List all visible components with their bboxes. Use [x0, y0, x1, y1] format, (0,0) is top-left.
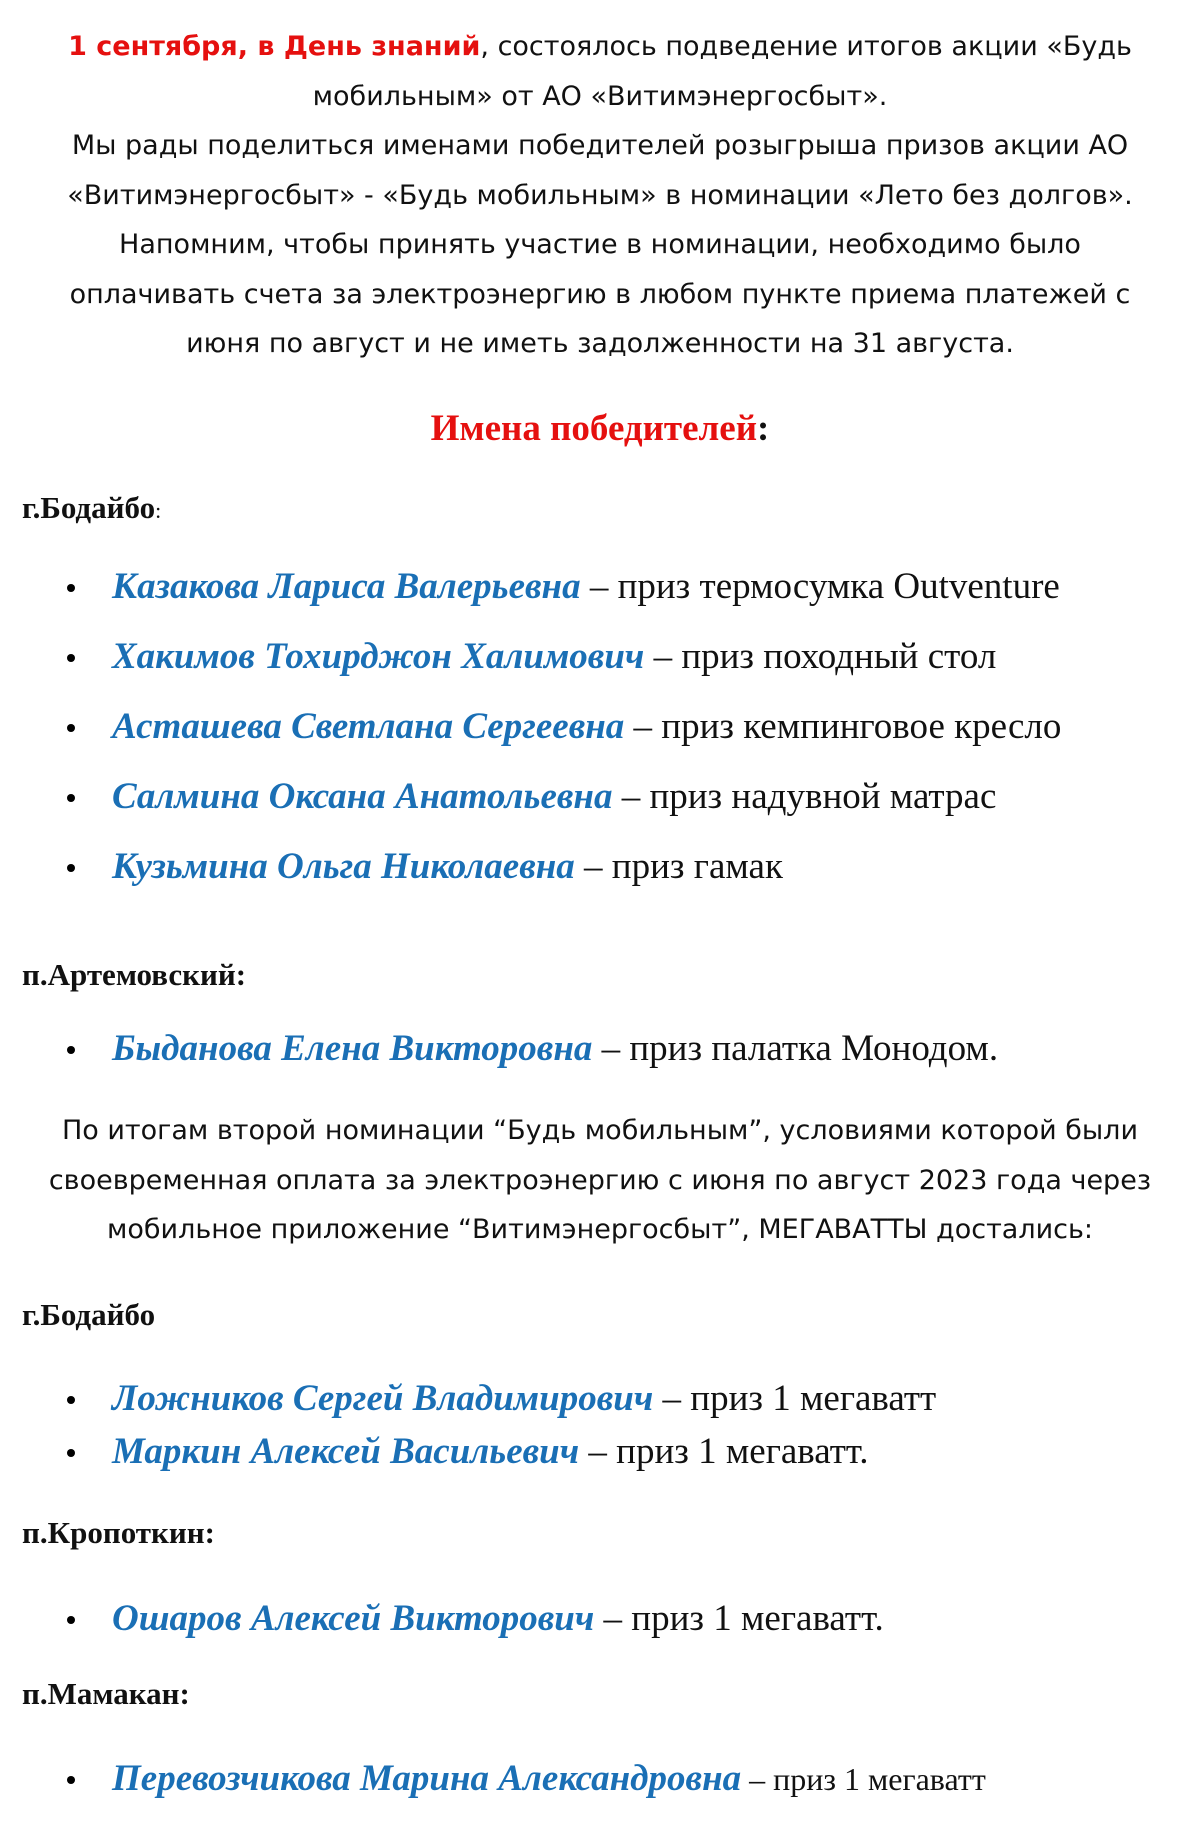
winner-prize: – приз 1 мегаватт	[741, 1761, 986, 1797]
place-bodaibo-2-label: г.Бодайбо	[22, 1297, 156, 1332]
place-kropotkin-label: п.Кропоткин:	[22, 1515, 215, 1550]
list-item	[0, 1592, 1200, 1646]
winner-prize: – приз гамак	[574, 846, 783, 887]
bullet-icon	[67, 654, 75, 662]
place-artemovsky	[22, 955, 246, 995]
bullet-icon	[67, 584, 75, 592]
bullet-icon	[67, 864, 75, 872]
place-kropotkin	[22, 1513, 215, 1553]
winner-name: Салмина Оксана Анатольевна	[112, 776, 613, 817]
winner-prize: – приз кемпинговое кресло	[624, 706, 1062, 747]
place-mamakan	[22, 1674, 190, 1714]
second-intro-line-2: своевременная оплата за электроэнергию с июня по август 2023 года через	[48, 1164, 1152, 1196]
bullet-icon	[67, 1046, 75, 1054]
winners-heading	[0, 404, 1200, 454]
list-item	[0, 1425, 1200, 1479]
list-item	[0, 700, 1200, 754]
winner-name: Казакова Лариса Валерьевна	[112, 566, 581, 607]
winner-prize: – приз надувной матрас	[612, 776, 997, 817]
bullet-icon	[67, 1776, 75, 1784]
intro-line-6: оплачивать счета за электроэнергию в любом пункте приема платежей с	[69, 278, 1131, 310]
intro-line-7: июня по август и не иметь задолженности на 31 августа.	[186, 328, 1014, 359]
winners-heading-text: Имена победителей	[430, 408, 758, 449]
second-intro-line-1: По итогам второй номинации “Будь мобильным”, условиями которой были	[61, 1115, 1138, 1146]
list-item	[0, 840, 1200, 894]
winner-name: Ошаров Алексей Викторович	[112, 1598, 595, 1639]
winner-prize: – приз 1 мегаватт.	[579, 1431, 869, 1472]
place-bodaibo	[22, 488, 161, 531]
bullet-icon	[67, 1449, 75, 1457]
intro-paragraph	[30, 22, 1170, 369]
place-bodaibo-2	[22, 1295, 155, 1335]
place-bodaibo-colon: :	[155, 498, 162, 523]
winner-name: Ложников Сергей Владимирович	[112, 1378, 654, 1419]
list-item	[0, 1752, 1200, 1806]
intro-line-3: Мы рады поделиться именами победителей розыгрыша призов акции АО	[71, 130, 1129, 161]
winner-name: Хакимов Тохирджон Халимович	[112, 636, 645, 677]
list-item	[0, 630, 1200, 684]
bullet-icon	[67, 724, 75, 732]
winner-prize: – приз термосумка Outventure	[580, 566, 1060, 607]
winner-name: Перевозчикова Марина Александровна	[112, 1758, 742, 1799]
place-mamakan-label: п.Мамакан:	[22, 1676, 190, 1711]
list-item	[0, 1022, 1200, 1076]
bullet-icon	[67, 1616, 75, 1624]
intro-line-1-rest: , состоялось подведение итогов акции «Будь	[480, 31, 1132, 62]
second-intro-line-3: мобильное приложение “Витимэнергосбыт”, МЕГАВАТТЫ достались:	[106, 1214, 1094, 1245]
bullet-icon	[67, 794, 75, 802]
second-nomination-paragraph	[30, 1106, 1170, 1255]
winner-name: Асташева Светлана Сергеевна	[112, 706, 625, 747]
list-item	[0, 560, 1200, 614]
intro-line-1	[30, 22, 1170, 72]
winner-prize: – приз палатка Монодом.	[592, 1028, 999, 1069]
winners-heading-colon: :	[757, 408, 770, 449]
winner-prize: – приз 1 мегаватт.	[594, 1598, 884, 1639]
list-item	[0, 770, 1200, 824]
winner-name: Быданова Елена Викторовна	[112, 1028, 593, 1069]
bullet-icon	[67, 1396, 75, 1404]
list-item	[0, 1372, 1200, 1426]
intro-line-2: мобильным» от АО «Витимэнергосбыт».	[312, 80, 888, 112]
winner-prize: – приз походный стол	[644, 636, 997, 677]
date-highlight: 1 сентября, в День знаний	[68, 31, 481, 62]
winner-name: Маркин Алексей Васильевич	[112, 1431, 580, 1472]
place-bodaibo-label: г.Бодайбо	[22, 490, 156, 525]
intro-line-5: Напомним, чтобы принять участие в номинации, необходимо было	[119, 229, 1081, 260]
intro-line-4: «Витимэнергосбыт» - «Будь мобильным» в номинации «Лето без долгов».	[67, 179, 1133, 211]
winner-prize: – приз 1 мегаватт	[653, 1378, 937, 1419]
winner-name: Кузьмина Ольга Николаевна	[112, 846, 575, 887]
place-artemovsky-label: п.Артемовский:	[22, 957, 247, 992]
